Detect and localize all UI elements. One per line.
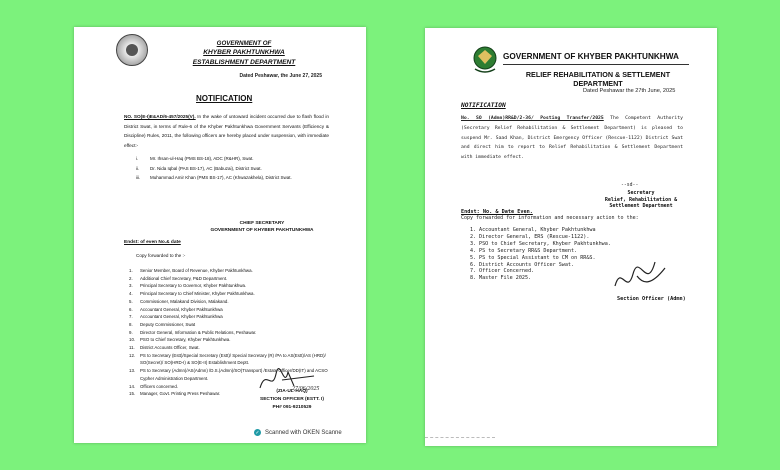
list-item-text: PSO to Chief Secretary, Khyber Pakhtunkhwa.	[479, 240, 611, 247]
list-item-number: 4.	[129, 291, 133, 297]
signature-scribble-icon	[607, 256, 677, 298]
gov-title: GOVERNMENT OF KHYBER PAKHTUNKHWA	[503, 52, 679, 61]
header-kp: KHYBER PAKHTUNKHWA	[203, 49, 285, 56]
list-item-number: 7.	[470, 268, 477, 275]
list-item-number: ii.	[136, 165, 140, 171]
list-item	[129, 306, 339, 314]
list-item-number: 12.	[129, 352, 136, 358]
list-item	[470, 262, 611, 269]
list-item-text: Principal Secretary to Chief Minister, Khyber Pakhtunkhwa.	[140, 291, 255, 297]
copy-forwarded-list	[470, 227, 611, 282]
list-item-number: 13.	[129, 368, 136, 374]
notification-title: NOTIFICATION	[461, 102, 506, 109]
list-item-number: iii.	[136, 175, 141, 181]
list-item-text: Master File 2025.	[479, 275, 532, 282]
list-item-text: Dr. Nida Iqbal (PAS BS-17), AC (Babuzai), District Swat.	[150, 165, 262, 171]
list-item-text: Senior Member, Board of Revenue, Khyber Pakhtunkhwa.	[140, 268, 253, 273]
chief-secretary-line: CHIEF SECRETARY	[239, 221, 285, 226]
list-item	[129, 298, 339, 306]
secretary-block	[581, 190, 701, 210]
list-item-number: 8.	[470, 275, 477, 282]
officer-name: (ZIA-UL-HAQ)	[276, 389, 308, 394]
list-item-text: Deputy Commissioner, Swat	[140, 321, 196, 327]
relief-notification-page	[425, 28, 717, 446]
list-item-text: Director General, ERS (Rescue-1122).	[479, 233, 590, 240]
list-item	[136, 173, 336, 183]
notification-text: In the wake of untoward incident occurred due to flash flood in District Swat, in terms of Rule-6 of the Khyber Pakhtunkhwa Government Servants (Efficiency & Discipline) Rules, 2011, the following officers are hereby placed under suspension, with immediate effect:-	[124, 114, 330, 149]
list-item-number: 2.	[129, 275, 133, 281]
list-item-text: PSO to Chief Secretary, Khyber Pakhtunkhwa.	[140, 337, 231, 343]
list-item-number: i.	[136, 156, 139, 161]
suspended-officers-list	[136, 154, 336, 183]
kp-emblem-icon	[116, 34, 148, 66]
list-item	[129, 313, 339, 321]
list-item	[470, 275, 611, 282]
secretary-line-1: Secretary	[627, 190, 655, 196]
dated-line: Dated Peshawar the 27th June, 2025	[583, 88, 676, 94]
notification-body	[461, 114, 683, 163]
list-item	[136, 164, 336, 174]
notification-title: NOTIFICATION	[196, 94, 253, 103]
list-item-text: Commissioner, Malakand Division, Malakand.	[140, 298, 229, 304]
section-officer-admn: Section Officer (Admn)	[617, 296, 686, 302]
copy-forwarded-line: Copy forwarded for information and necessary action to the:	[461, 215, 639, 221]
list-item-number: 10.	[129, 337, 136, 343]
list-item-text: PS to Secretary (Estt)/Special Secretary (Estt)/ Special Secretary (R) /PA to AS(Estt)/AS (HRD)/ SO(Secret)/ SO(HRD-I) & SO(E-II) Establishment Deptt.	[140, 352, 326, 366]
sd-mark: --sd--	[621, 183, 639, 188]
list-item-number: 15.	[129, 391, 136, 397]
list-item	[470, 248, 611, 255]
endst-line: Endst: No. & Date Even.	[461, 209, 533, 215]
list-item-number: 1.	[129, 268, 133, 273]
establishment-notification-page	[74, 27, 366, 443]
list-item-text: PS to Secretary (Admn)/AS(Admn) /D.S.(Admn)/SO(Transport) /Estate Officer/DD(IT) and ACSO Cypher Administration Department.	[140, 368, 328, 381]
header-rule	[503, 64, 689, 65]
dept-line-2: DEPARTMENT	[573, 79, 623, 88]
notification-body	[124, 112, 329, 151]
chief-secretary-block	[192, 220, 332, 234]
list-item	[470, 268, 611, 275]
notification-ref: No. SO (Admn)RR&D/2-36/ Posting Transfer/2025	[461, 116, 604, 121]
list-item	[129, 344, 339, 352]
list-item	[470, 241, 611, 248]
list-item-number: 3.	[129, 283, 133, 289]
header-establishment: ESTABLISHMENT DEPARTMENT	[192, 59, 296, 66]
list-item-text: PS to Secretary RR&S Department.	[479, 247, 578, 254]
list-item-number: 2.	[470, 233, 477, 240]
list-item-text: PS to Special Assistant to CM on RR&S.	[479, 254, 596, 261]
list-item	[129, 336, 339, 344]
list-item-number: 6.	[129, 306, 133, 312]
list-item-text: Accountant General, Khyber Pakhtunkhwa	[140, 314, 223, 320]
list-item-number: 11.	[129, 345, 135, 351]
page-footer-rule	[425, 434, 495, 438]
list-item-text: Manager, Govt. Printing Press Peshawar.	[140, 391, 221, 397]
endst-line: Endst: of even No.& date	[124, 240, 181, 245]
list-item	[470, 234, 611, 241]
list-item-text: District Accounts Officer Swat.	[479, 261, 575, 268]
secretary-line-2: Relief, Rehabilitation &	[604, 196, 678, 203]
list-item	[129, 290, 339, 298]
officer-title: SECTION OFFICER (ESTT. I)	[260, 397, 324, 402]
list-item-number: 5.	[129, 298, 133, 304]
signature-date: 27/06/2025	[292, 386, 320, 392]
kp-government-logo-icon	[471, 45, 499, 75]
government-kp-line: GOVERNMENT OF KHYBER PAKHTUNKHWA	[210, 228, 314, 233]
list-item-text: Officers concerned.	[140, 383, 178, 389]
dept-line-1: RELIEF REHABILITATION & SETTLEMENT	[525, 70, 671, 79]
list-item	[129, 282, 339, 290]
list-item-number: 5.	[470, 254, 477, 261]
copy-forwarded-line: Copy forwarded to the :-	[136, 253, 186, 258]
header-government-of: GOVERNMENT OF	[216, 40, 272, 47]
list-item-text: Principal Secretary to Governor, Khyber Pakhtunkhwa.	[140, 283, 247, 289]
oken-scanner-icon: ✓	[255, 429, 260, 436]
list-item-number: 6.	[470, 261, 477, 268]
scanner-watermark	[254, 429, 342, 436]
list-item-number: 3.	[470, 240, 477, 247]
section-officer-block	[232, 388, 352, 412]
secretary-line-3: Settlement Department	[609, 203, 673, 210]
list-item-number: 7.	[129, 314, 133, 320]
list-item-text: Additional Chief Secretary, P&D Department.	[140, 275, 228, 281]
list-item	[136, 154, 336, 164]
notification-ref: NO. SO(E-I)E&AD/6-457/2025(V).	[124, 114, 196, 119]
list-item-text: Mr. Ihsan-ul-Haq (PMS BS-18), ADC (R&HR), Swat.	[150, 156, 254, 161]
notification-text: The Competent Authority (Secretary Relief Rehabilitation & Settlement Department) is pleased to suspend Mr. Saad Khan, District Emergency Officer (Rescue-1122) District Swat and direct him to report to Relief Rehabilitation & Settlement Department with immediate effect.	[461, 116, 683, 161]
list-item-number: 4.	[470, 247, 477, 254]
officer-phone: PH# 091-9210529	[272, 405, 312, 410]
dated-line: Dated Peshawar, the June 27, 2025	[239, 73, 322, 79]
scanner-text: Scanned with OKEN Scanne	[265, 429, 342, 436]
list-item-text: Muhammad Amir Khan (PMS BS-17), AC (Khwazakhela), District Swat.	[150, 175, 292, 181]
list-item-text: Accountant General, Khyber Pakhtunkhwa	[140, 306, 223, 312]
list-item	[470, 255, 611, 262]
list-item-number: 9.	[129, 329, 133, 335]
list-item	[129, 275, 339, 283]
list-item	[129, 329, 339, 337]
list-item-number: 8.	[129, 321, 133, 327]
list-item-text: Director General, Information & Public Relations, Peshawar.	[140, 329, 257, 335]
list-item	[129, 321, 339, 329]
list-item-number: 14.	[129, 383, 136, 389]
list-item-number: 1.	[470, 227, 477, 233]
list-item-text: District Accounts Officer, Swat.	[140, 345, 200, 351]
list-item-text: Officer Concerned.	[479, 268, 535, 275]
list-item	[129, 267, 339, 275]
list-item-text: Accountant General, Khyber Pakhtunkhwa	[479, 227, 596, 233]
list-item	[470, 227, 611, 234]
